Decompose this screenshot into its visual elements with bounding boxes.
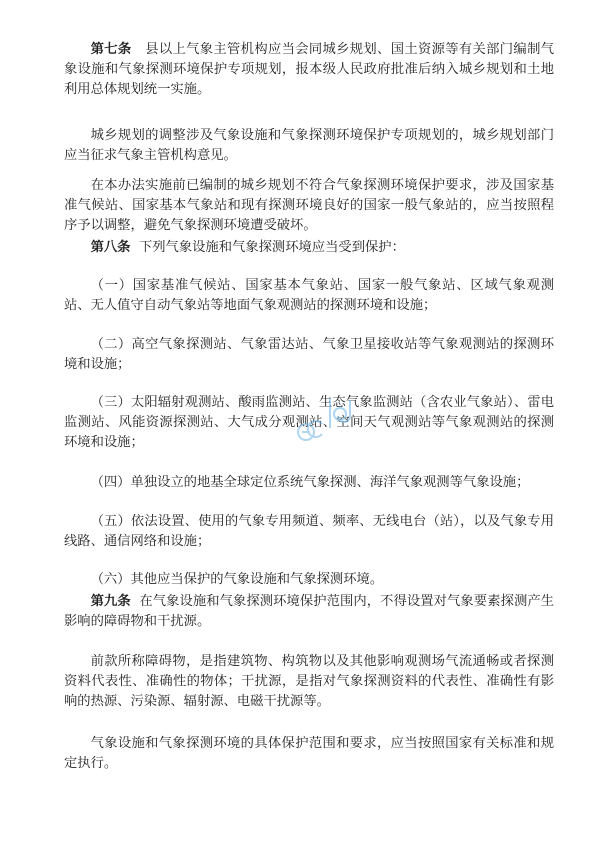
ecloud-watermark-icon — [292, 380, 360, 448]
article-9-text: 在气象设施和气象探测环境保护范围内，不得设置对气象要素探测产生影响的障碍物和干扰源。 — [64, 594, 554, 629]
article-7-text: 县以上气象主管机构应当会同城乡规划、国土资源等有关部门编制气象设施和气象探测环境保护专项规划，报本级人民政府批准后纳入城乡规划和土地利用总体规划统一实施。 — [64, 42, 555, 97]
paragraph-plan-adjustment: 城乡规划的调整涉及气象设施和气象探测环境保护专项规划的，城乡规划部门应当征求气象主管机构意见。 — [64, 128, 554, 163]
article-8 — [64, 238, 554, 258]
list-item: （三）太阳辐射观测站、酸雨监测站、生态气象监测站（含农业气象站）、雷电监测站、风能资源探测站、大气成分观测站、空间天气观测站等气象观测站的探测环境和设施； — [64, 395, 554, 450]
article-8-text: 下列气象设施和气象探测环境应当受到保护： — [138, 240, 405, 255]
article-9-label: 第九条 — [90, 594, 131, 609]
list-item: （二）高空气象探测站、气象雷达站、气象卫星接收站等气象观测站的探测环境和设施； — [64, 337, 554, 372]
list-item: （六）其他应当保护的气象设施和气象探测环境。 — [90, 572, 384, 587]
article-7 — [64, 40, 554, 100]
article-9 — [64, 592, 554, 632]
list-item: （五）依法设置、使用的气象专用频道、频率、无线电台（站），以及气象专用线路、通信网络和设施； — [64, 514, 554, 549]
list-item: （一）国家基准气候站、国家基本气象站、国家一般气象站、区域气象观测站、无人值守自动气象站等地面气象观测站的探测环境和设施； — [64, 278, 554, 313]
paragraph-obstacles-definition: 前款所称障碍物，是指建筑物、构筑物以及其他影响观测场气流通畅或者探测资料代表性、准确性的物体；干扰源，是指对气象探测资料的代表性、准确性有影响的热源、污染源、辐射源、电磁干扰源等。 — [64, 654, 554, 709]
list-item: （四）单独设立的地基全球定位系统气象探测、海洋气象观测等气象设施； — [90, 475, 530, 490]
paragraph-before-implementation: 在本办法实施前已编制的城乡规划不符合气象探测环境保护要求，涉及国家基准气候站、国家基本气象站和现有探测环境良好的国家一般气象站的，应当按照程序予以调整，避免气象探测环境遭受破坏。 — [64, 178, 554, 233]
article-8-label: 第八条 — [90, 240, 131, 255]
article-7-label: 第七条 — [90, 42, 132, 57]
paragraph-protection-scope: 气象设施和气象探测环境的具体保护范围和要求，应当按照国家有关标准和规定执行。 — [64, 736, 554, 771]
